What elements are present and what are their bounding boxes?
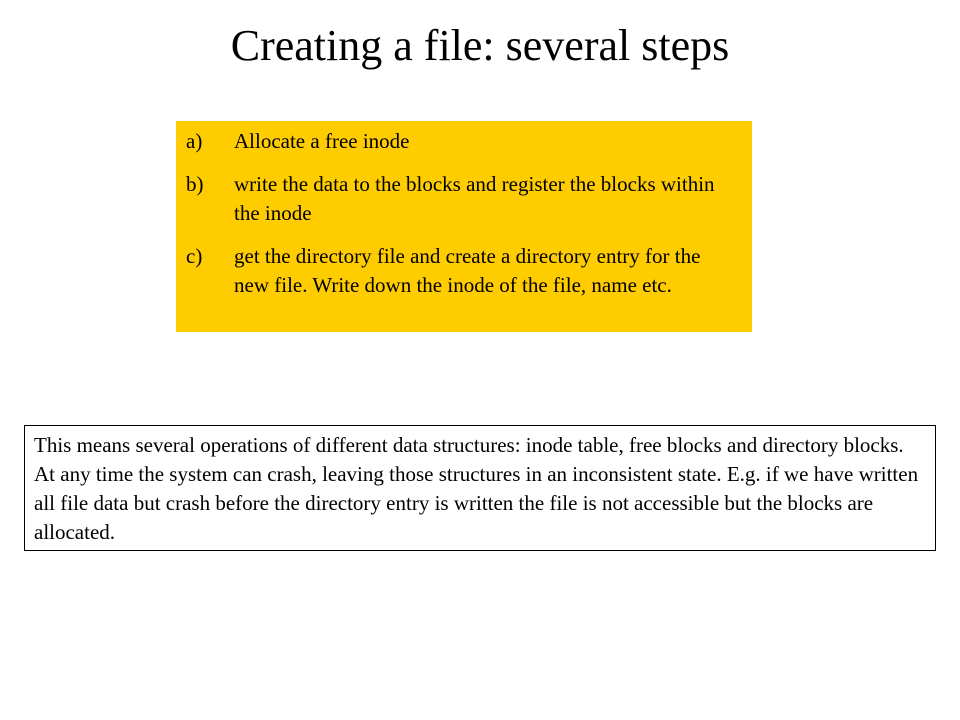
step-c xyxy=(186,242,742,300)
step-a xyxy=(186,127,742,156)
step-letter: a) xyxy=(186,129,203,153)
step-letter: c) xyxy=(186,244,203,268)
step-text: Allocate a free inode xyxy=(234,129,410,153)
step-text: write the data to the blocks and register the blocks within the inode xyxy=(234,172,715,225)
slide-title: Creating a file: several steps xyxy=(230,21,730,70)
step-b xyxy=(186,170,742,228)
step-letter: b) xyxy=(186,172,204,196)
note-box: This means several operations of different data structures: inode table, free blocks and directory blocks. At any time the system can crash, leaving those structures in an inconsistent state. E.g. if we have written all file data but crash before the directory entry is written the file is not accessible but the blocks are allocated. xyxy=(24,425,936,551)
steps-box xyxy=(176,121,752,332)
step-text: get the directory file and create a directory entry for the new file. Write down the inode of the file, name etc. xyxy=(234,244,701,297)
